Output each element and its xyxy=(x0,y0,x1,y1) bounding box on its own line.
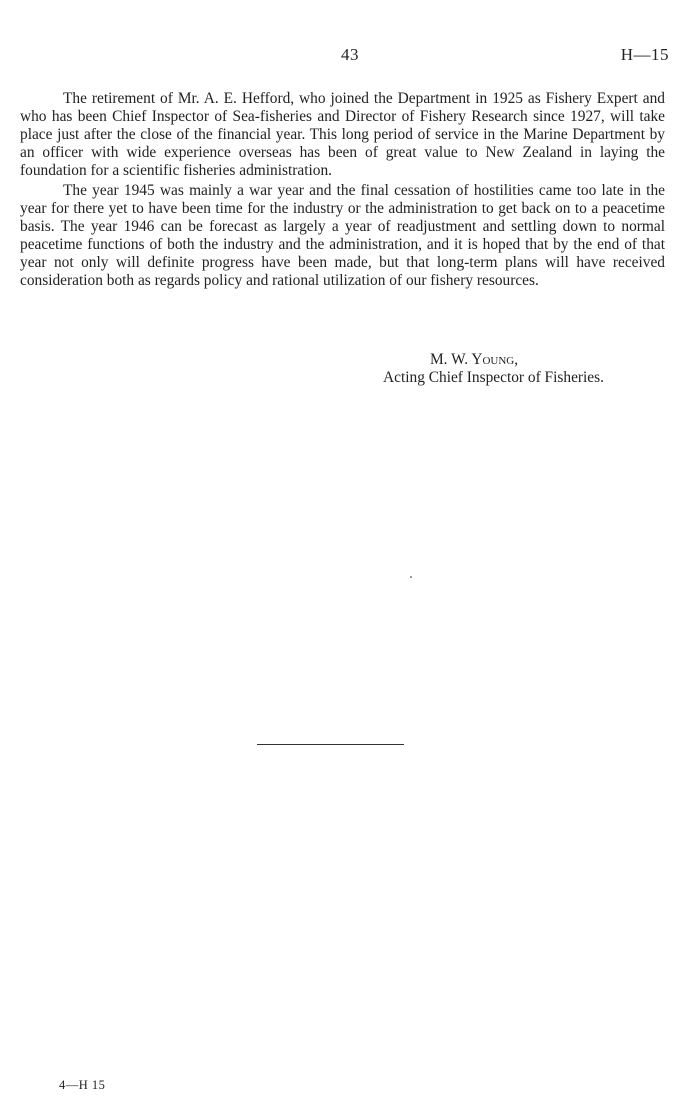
paragraph-year-1945: The year 1945 was mainly a war year and the final cessation of hostilities came too late in the year for there yet to have been time for the industry or the administration to get back on to a peacetime basis. The year 1946 can be forecast as largely a year of readjustment and settling down to normal peacetime functions of both the industry and the administration, and it is hoped that by the end of that year not only will definite progress have been made, but that long-term plans will have received consideration both as regards policy and rational utilization of our fishery resources. xyxy=(20,182,665,289)
document-code: H—15 xyxy=(620,45,669,64)
page-number: 43 xyxy=(341,45,359,64)
signature-block xyxy=(383,351,643,387)
sheet-code: 4—H 15 xyxy=(59,1078,106,1092)
body-text xyxy=(20,90,665,292)
end-rule xyxy=(257,744,404,745)
signatory-title: Acting Chief Inspector of Fisheries. xyxy=(383,369,604,386)
print-speck xyxy=(410,576,412,578)
signatory-name: M. W. Young, xyxy=(430,351,519,368)
paragraph-retirement: The retirement of Mr. A. E. Hefford, who joined the Department in 1925 as Fishery Expert and who has been Chief Inspector of Sea-fisheries and Director of Fishery Research since 1927, will take place just after the close of the financial year. This long period of service in the Marine Department by an officer with wide experience overseas has been of great value to New Zealand in laying the foundation for a scientific fisheries administration. xyxy=(20,90,665,179)
